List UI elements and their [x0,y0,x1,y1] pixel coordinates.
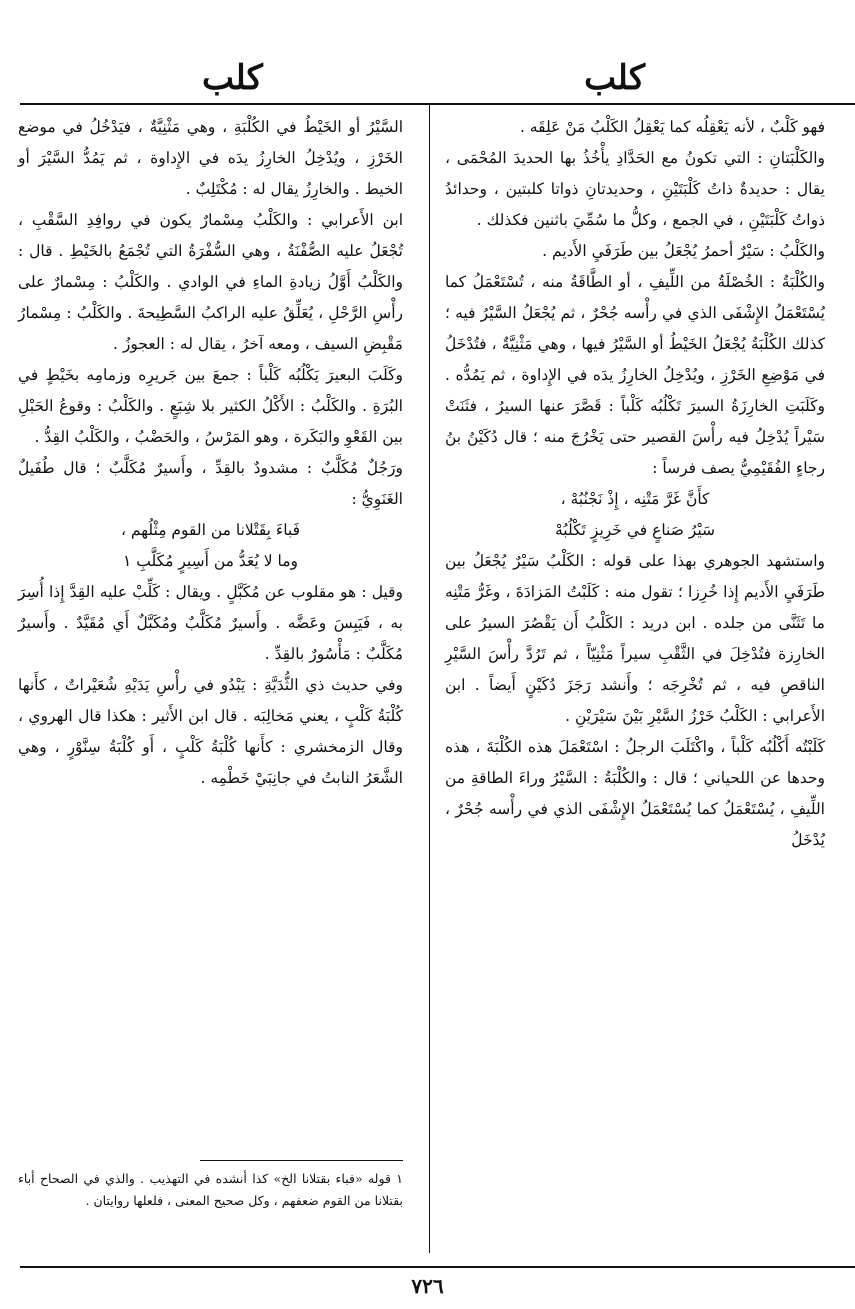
paragraph: ابن الأَعرابي : والكَلْبُ مِسْمارٌ يكون في روافِدِ السَّقْبِ ، تُجْعَلُ عليه الصُّفْنَةُ ، وهي السُّفْرَةُ التي تُجْمَعُ بالخَيْطِ . قال : والكَلْبُ أَوَّلُ زيادةِ الماءِ في الوادي . والكَلْبُ : مِسْمارٌ على رأْسِ الرَّحْلِ ، يُعَلِّقُ عليه الراكبُ السَّطِيحةَ . والكَلْبُ : مِسْمارُ مَقْبِضِ السيف ، ومعه آخرُ ، يقال له : العجوزُ . [18,211,403,353]
paragraph: وقيل : هو مقلوب عن مُكَبَّلٍ . ويقال : كَلِّبْ عليه القِدَّ إِذا أُسِرَ به ، فَيَبِسَ وعَضَّه . وأَسيرٌ مُكَلَّبٌ ومُكَبَّلٌ أَي مُقَيَّدٌ . وأَسيرٌ مُكَلَّبٌ : مَأْسُورٌ بالقِدِّ . [18,583,403,663]
paragraph: فهو كَلْبٌ ، لأنه يَعْقِلُه كما يَعْقِلُ الكَلْبُ مَنْ عَلِقَه . [519,118,825,136]
verse-line: سَيْرُ صَناعٍ في خَرِيزٍ تَكْلُبُهْ [554,521,716,539]
paragraph: وفي حديث ذي الثُّدَيَّةِ : يَبْدُو في رأْسِ يَدَيْهِ شُعَيْراتٌ ، كأَنها كُلْبَةُ كَلْبٍ ، يعني مَخالِبَه . قال ابن الأَثير : هكذا قال الهروي ، وقال الزمخشري : كأَنها كُلْبَةُ كَلْبٍ ، أَو كُلْبَةُ سِنَّوْرٍ ، وهي الشَّعَرُ النابتُ في جانِبَيْ خَطْمِه . [18,676,403,787]
paragraph: السَّيْرُ أو الخَيْطُ في الكُلْبَةِ ، وهي مَثْنِيَّةٌ ، فيَدْخُلُ في موضع الخَرْزِ ، ويُدْخِلُ الخارِزُ يدَه في الإِداوة ، ثم يَمُدُّ السَّيْرَ أو الخيط . والخارِزُ يقال له : مُكْتَلِبٌ . [18,118,403,198]
header-right-word: كلب [584,58,645,98]
page-number: ٧٢٦ [411,1274,444,1298]
paragraph: واستشهد الجوهري بهذا على قوله : الكَلْبُ سَيْرٌ يُجْعَلُ بين طَرَفَيِ الأَديم إِذا خُرِزا ؛ تقول منه : كَلَبْتُ المَزادَةَ ، وغَرُّ مَتْنِه ما تَثَنَّى من جلده . ابن دريد : الكَلْبُ أَن يَقْصُرَ السيرُ على الخارِزة فتُدْخِلَ في الثَّقْبِ سيراً مَثْنِيّاً ، ثم تَرُدَّ رأْسَ السَّيْرِ الناقصِ فيه ، ثم تُخْرِجَه ؛ وأَنشد رَجَزَ دُكَيْنٍ أَيضاً . ابن الأَعرابي : الكَلْبُ خَرْزُ السَّيْرِ بَيْنَ سَيْرَيْنِ . [445,552,825,725]
verse-line: كأَنَّ غَرَّ مَتْنِه ، إِذْ نَجْنُبُهْ ، [560,490,710,508]
paragraph: ورَجُلٌ مُكَلَّبٌ : مشدودٌ بالقِدِّ ، وأَسيرٌ مُكَلَّبٌ ؛ قال طُفَيلٌ الغَنَوِيُّ : [18,459,403,508]
paragraph: كَلَبْتُه أَكْلُبُه كَلْباً ، واكْتَلَبَ الرجلُ : اسْتَعْمَلَ هذه الكُلْبَةَ ، هذه وحدها عن اللحياني ؛ قال : والكُلْبَةُ : السَّيْرُ وراءَ الطاقةِ من اللِّيفِ ، يُسْتَعْمَلُ كما يُسْتَعْمَلُ الإِشْفَى الذي في رأْسه جُحْرٌ ، يُدْخَلُ [445,738,825,849]
verse-line: فَباءَ بِقَتْلانا من القوم مِثْلُهم ، [121,521,300,539]
footnote-rule [200,1160,403,1161]
left-column [18,112,403,794]
paragraph: والكُلْبَةُ : الخُصْلَةُ من اللِّيفِ ، أو الطَّاقَةُ منه ، تُسْتَعْمَلُ كما يُسْتَعْمَلُ الإِشْفَى الذي في رأْسه جُحْرٌ ، ثم يُجْعَلُ السَّيْرُ فيه ؛ كذلك الكُلْبَةُ يُجْعَلُ الخَيْطُ أو السَّيْرُ فيها ، وهي مَثْنِيَّةٌ ، فتُدْخَلُ في مَوْضِعِ الخَرْزِ ، ويُدْخِلُ الخارِزُ يدَه في الإِداوة ، ثم يَمُدُّه . وكَلَبَتِ الخارِزَةُ السيرَ تَكْلُبُه كَلْباً : قَصَّرَ عنها السيرُ ، فثَنَتْ سَيْراً يُدْخِلُ فيه رأْسَ القصير حتى يَخْرُجَ منه ؛ قال دُكَيْنُ بنُ رجاءٍ الفُقَيْمِيُّ يصف فرساً : [445,273,825,477]
verse-line: وما لا يُعَدُّ من أَسِيرٍ مُكَلَّبِ ١ [122,552,298,570]
paragraph: والكَلْبُ : سَيْرٌ أحمرُ يُجْعَلُ بين طَرَفَيِ الأَديم . [542,242,825,260]
bottom-rule [20,1266,855,1268]
header-left-word: كلب [202,58,263,98]
column-divider [429,105,430,1253]
top-rule [20,103,855,105]
paragraph: والكَلْبَتانِ : التي تكونُ مع الحَدَّادِ يأْخُذُ بها الحديدَ المُحْمَى ، يقال : حديدةٌ ذاتُ كَلْبَتَيْنِ ، وحديدتانِ ذواتا كلبتين ، وحدائدُ ذواتُ كَلْبَتَيْنِ ، في الجمع ، وكلُّ ما سُمِّيَ باثنين فكذلك . [445,149,825,229]
paragraph: وكَلَبَ البعيرَ يَكْلُبُه كَلْباً : جمعَ بين جَريرِه وزمامِه بخَيْطٍ في البُرَةِ . والكَلْبُ : الأَكْلُ الكثير بلا شِبَعٍ . والكَلْبُ : وقوعُ الحَبْلِ بين القَعْوِ والبَكَرة ، وهو المَرْسُ ، والحَضْبُ ، والكَلْبُ القِدُّ . [18,366,403,446]
right-column [445,112,825,856]
footnote: ١ قوله «فباء بقتلانا الخ» كذا أنشده في التهذيب . والذي في الصحاح أباء بقتلانا من القوم ضعفهم ، وكل صحيح المعنى ، فلعلها روايتان . [18,1171,403,1208]
